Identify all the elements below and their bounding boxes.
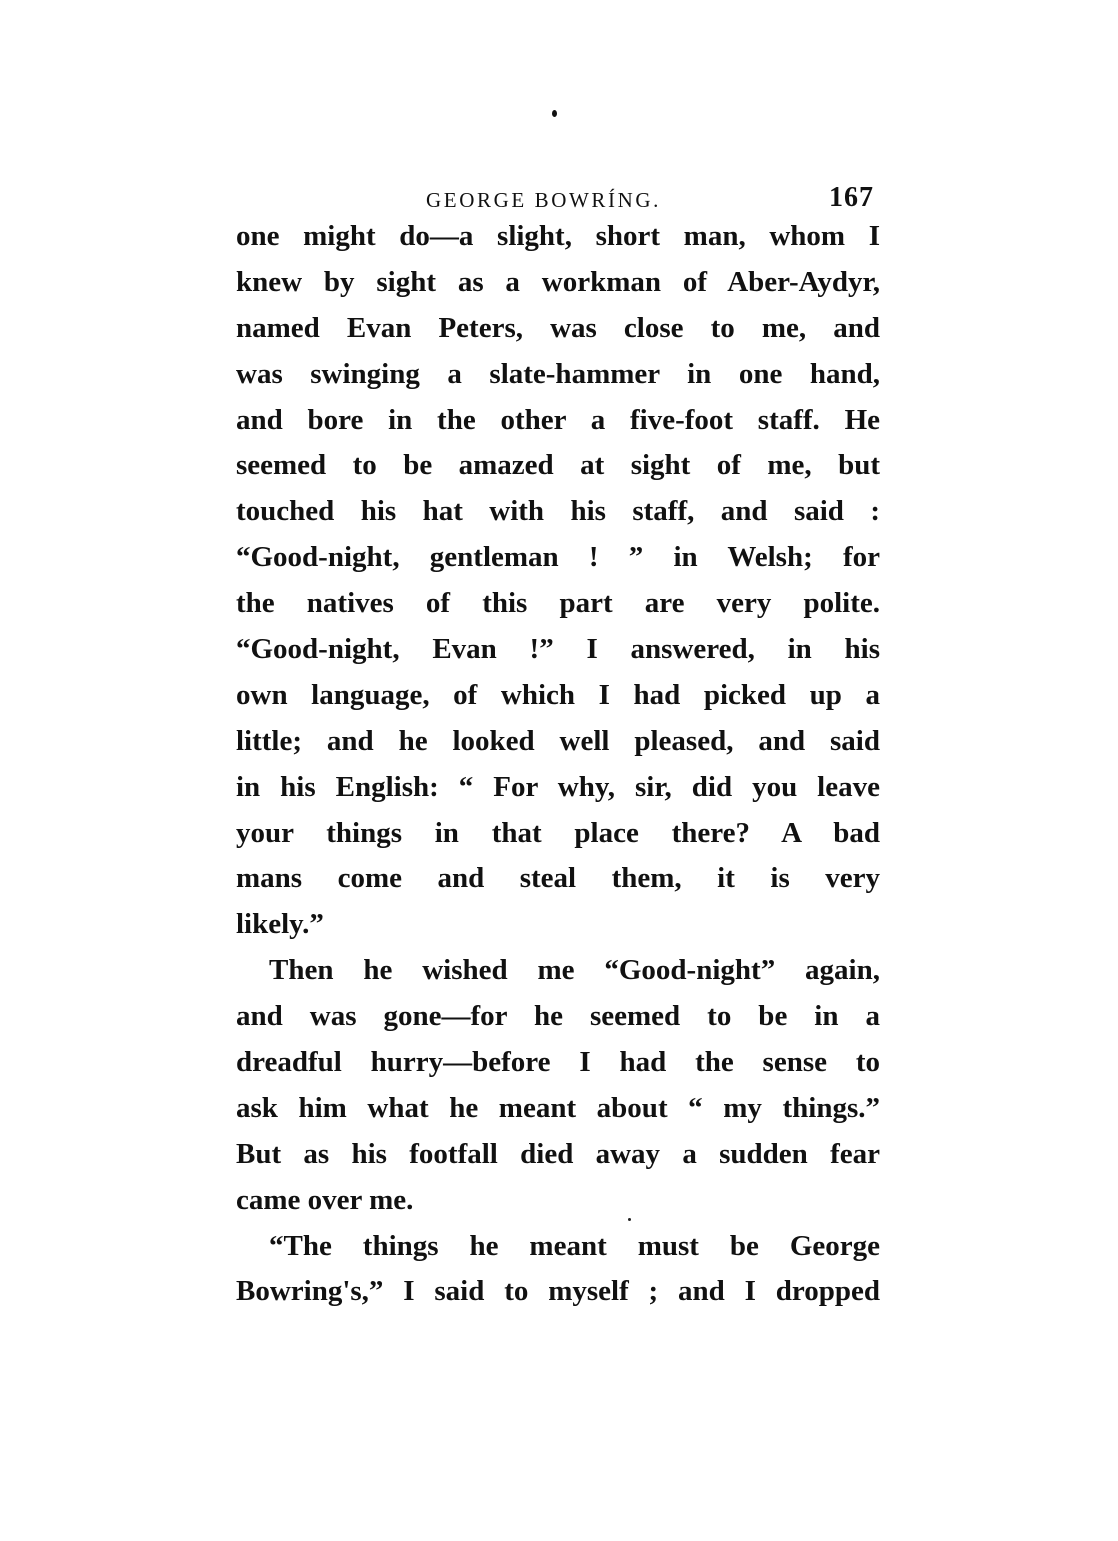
text-line: in his English: “ For why, sir, did you leave [236,770,880,803]
text-line: ask him what he meant about “ my things.” [236,1091,880,1124]
text-line: Then he wished me “Good-night” again, [269,954,880,987]
text-line: little; and he looked well pleased, and said [236,724,880,757]
running-head [236,182,880,218]
text-line: came over me. [236,1183,414,1216]
ink-speck [552,110,557,117]
text-line: But as his footfall died away a sudden fear [236,1137,880,1170]
text-line: mans come and steal them, it is very [236,862,880,895]
running-title: GEORGE BOWRÍNG. [426,188,661,212]
text-line: the natives of this part are very polite. [236,587,880,620]
text-line: likely.” [236,908,324,941]
text-line: and was gone—for he seemed to be in a [236,1000,880,1033]
text-line: your things in that place there? A bad [236,816,880,849]
text-line: one might do—a slight, short man, whom I [236,220,880,252]
text-line: touched his hat with his staff, and said : [236,495,880,528]
text-line: seemed to be amazed at sight of me, but [236,449,880,482]
text-line: and bore in the other a five-foot staff. He [236,403,880,436]
page-number: 167 [829,182,874,213]
text-line: was swinging a slate-hammer in one hand, [236,357,880,390]
text-line: “Good-night, Evan !” I answered, in his [236,633,880,666]
text-line: Bowring's,” I said to myself ; and I dropped [236,1275,880,1308]
body-text [236,214,880,1315]
text-line: “The things he meant must be George [269,1229,880,1262]
text-line: own language, of which I had picked up a [236,678,880,711]
text-line: named Evan Peters, was close to me, and [236,311,880,344]
text-line: knew by sight as a workman of Aber-Aydyr, [236,265,880,298]
text-line: “Good-night, gentleman ! ” in Welsh; for [236,541,880,574]
text-line: dreadful hurry—before I had the sense to [236,1046,880,1079]
